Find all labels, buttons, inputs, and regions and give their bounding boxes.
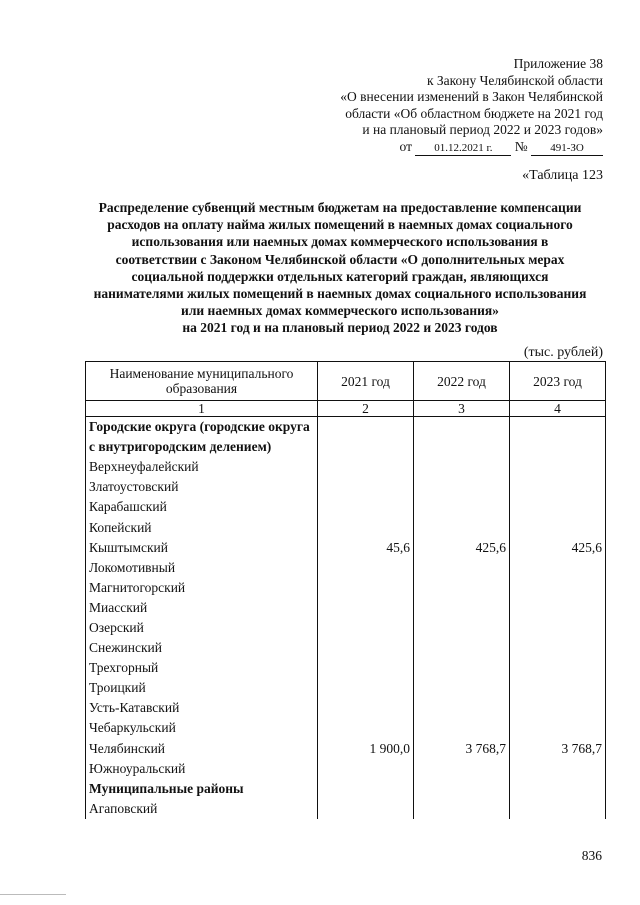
value-2022: [414, 517, 510, 537]
municipality-name: Верхнеуфалейский: [86, 457, 318, 477]
table-row: [86, 457, 606, 477]
table-row: [86, 477, 606, 497]
value-2022: [414, 759, 510, 779]
value-2021: [318, 497, 414, 517]
law-date-number-line: [303, 139, 603, 156]
value-2021: [318, 578, 414, 598]
appendix-header: [303, 56, 603, 156]
municipality-name: Агаповский: [86, 799, 318, 819]
value-2023: [510, 638, 606, 658]
value-2023: 3 768,7: [510, 739, 606, 759]
column-number: 4: [510, 401, 606, 417]
value-2021: [318, 779, 414, 799]
title-line: использования или наемных домах коммерческого использования в: [131, 234, 549, 250]
table-row: [86, 558, 606, 578]
value-2022: [414, 698, 510, 718]
table-row: [86, 598, 606, 618]
municipality-name: Муниципальные районы: [86, 779, 318, 799]
table-row: [86, 739, 606, 759]
document-title: [80, 199, 600, 337]
value-2023: [510, 517, 606, 537]
title-line: соответствии с Законом Челябинской области «О дополнительных мерах: [115, 251, 565, 267]
value-2021: [318, 517, 414, 537]
title-line: социальной поддержки отдельных категорий граждан, являющихся: [131, 268, 549, 284]
value-2022: 3 768,7: [414, 739, 510, 759]
column-header-municipality: Наименование муниципального образования: [86, 362, 318, 401]
subsidy-table: [85, 361, 606, 819]
value-2022: [414, 799, 510, 819]
value-2021: [318, 417, 414, 458]
table-row: [86, 638, 606, 658]
table-row: [86, 517, 606, 537]
value-2022: [414, 618, 510, 638]
law-number: 491-ЗО: [531, 142, 603, 156]
units-label: (тыс. рублей): [523, 345, 603, 360]
table-label: «Таблица 123: [522, 168, 603, 183]
value-2022: [414, 779, 510, 799]
value-2022: [414, 477, 510, 497]
law-date: 01.12.2021 г.: [415, 142, 511, 156]
scan-edge-mark: [0, 894, 66, 895]
value-2021: [318, 799, 414, 819]
table-row: [86, 718, 606, 738]
value-2021: [318, 457, 414, 477]
value-2023: [510, 558, 606, 578]
value-2022: [414, 718, 510, 738]
title-line: нанимателями жилых помещений в наемных домах социального использования: [93, 286, 587, 302]
value-2023: [510, 477, 606, 497]
municipality-name: Озерский: [86, 618, 318, 638]
column-header-2021: 2021 год: [318, 362, 414, 401]
page-number: 836: [581, 848, 602, 863]
column-number: 3: [414, 401, 510, 417]
municipality-name: Копейский: [86, 517, 318, 537]
municipality-name: Златоустовский: [86, 477, 318, 497]
municipality-name: Магнитогорский: [86, 578, 318, 598]
value-2022: [414, 578, 510, 598]
value-2021: 1 900,0: [318, 739, 414, 759]
table-row: [86, 658, 606, 678]
table-row: [86, 759, 606, 779]
municipality-name: Трехгорный: [86, 658, 318, 678]
table-row: [86, 698, 606, 718]
value-2022: [414, 678, 510, 698]
value-2023: [510, 678, 606, 698]
value-2023: [510, 497, 606, 517]
table-row: [86, 799, 606, 819]
column-header-2022: 2022 год: [414, 362, 510, 401]
value-2023: [510, 598, 606, 618]
column-number: 2: [318, 401, 414, 417]
title-line: расходов на оплату найма жилых помещений в наемных домах социального: [107, 217, 573, 233]
number-label: №: [514, 138, 528, 154]
column-number: 1: [86, 401, 318, 417]
appendix-line: Приложение 38: [513, 56, 603, 71]
appendix-line: к Закону Челябинской области: [426, 72, 603, 88]
municipality-name: Городские округа (городские округа с внутригородским делением): [86, 417, 318, 458]
table-row: [86, 678, 606, 698]
value-2023: [510, 759, 606, 779]
municipality-name: Локомотивный: [86, 558, 318, 578]
value-2021: [318, 759, 414, 779]
column-number-row: [86, 401, 606, 417]
table-row: [86, 417, 606, 458]
municipality-name: Южноуральский: [86, 759, 318, 779]
municipality-name: Троицкий: [86, 678, 318, 698]
from-label: от: [399, 138, 412, 154]
value-2021: [318, 618, 414, 638]
value-2023: [510, 578, 606, 598]
value-2022: [414, 417, 510, 458]
value-2021: [318, 698, 414, 718]
appendix-line: «О внесении изменений в Закон Челябинской: [340, 89, 603, 105]
value-2023: [510, 799, 606, 819]
title-line: Распределение субвенций местным бюджетам на предоставление компенсации: [98, 200, 582, 215]
municipality-name: Снежинский: [86, 638, 318, 658]
value-2021: [318, 678, 414, 698]
value-2022: [414, 658, 510, 678]
value-2023: [510, 718, 606, 738]
value-2023: [510, 698, 606, 718]
table-row: [86, 538, 606, 558]
value-2021: [318, 718, 414, 738]
municipality-name: Кыштымский: [86, 538, 318, 558]
value-2021: [318, 558, 414, 578]
value-2021: 45,6: [318, 538, 414, 558]
value-2022: [414, 638, 510, 658]
municipality-name: Миасский: [86, 598, 318, 618]
municipality-name: Усть-Катавский: [86, 698, 318, 718]
value-2023: [510, 457, 606, 477]
value-2022: 425,6: [414, 538, 510, 558]
appendix-line: и на плановый период 2022 и 2023 годов»: [362, 122, 603, 138]
value-2021: [318, 598, 414, 618]
table-row: [86, 497, 606, 517]
value-2023: [510, 658, 606, 678]
table-row: [86, 618, 606, 638]
value-2022: [414, 558, 510, 578]
table-row: [86, 578, 606, 598]
value-2023: [510, 779, 606, 799]
value-2023: [510, 417, 606, 458]
column-header-2023: 2023 год: [510, 362, 606, 401]
municipality-name: Челябинский: [86, 739, 318, 759]
value-2021: [318, 477, 414, 497]
value-2023: [510, 618, 606, 638]
table-header-row: [86, 362, 606, 401]
value-2021: [318, 658, 414, 678]
value-2022: [414, 457, 510, 477]
value-2023: 425,6: [510, 538, 606, 558]
value-2022: [414, 497, 510, 517]
appendix-line: области «Об областном бюджете на 2021 год: [345, 105, 603, 121]
value-2022: [414, 598, 510, 618]
title-line: на 2021 год и на плановый период 2022 и 2023 годов: [182, 320, 498, 336]
municipality-name: Чебаркульский: [86, 718, 318, 738]
value-2021: [318, 638, 414, 658]
municipality-name: Карабашский: [86, 497, 318, 517]
title-line: или наемных домах коммерческого использования»: [181, 303, 499, 319]
table-row: [86, 779, 606, 799]
